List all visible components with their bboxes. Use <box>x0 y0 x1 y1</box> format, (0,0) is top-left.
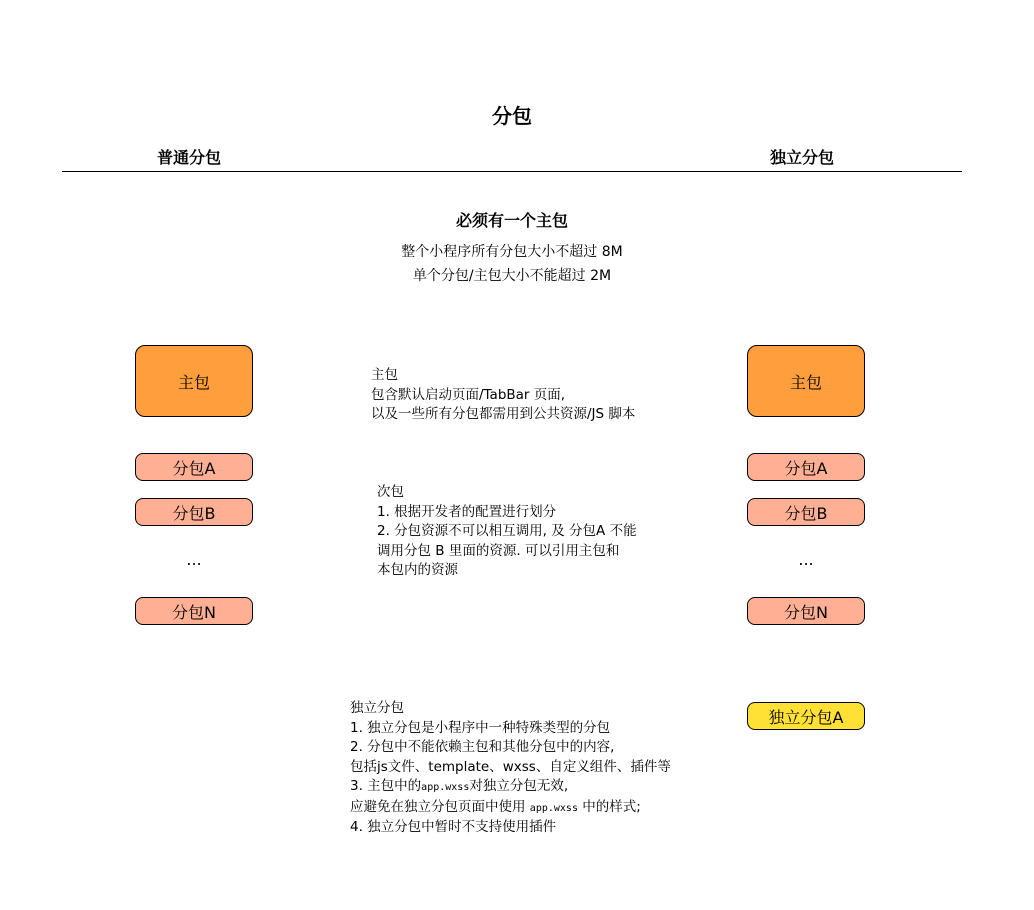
left-subpackage-a-label: 分包A <box>172 458 216 478</box>
left-subpackage-a-box <box>135 453 253 481</box>
sub-desc-line: 本包内的资源 <box>377 562 458 578</box>
independent-subpackage-a-label: 独立分包A <box>768 707 844 727</box>
right-main-package-label: 主包 <box>789 372 822 392</box>
indep-desc-line: 1. 独立分包是小程序中一种特殊类型的分包 <box>350 719 611 736</box>
single-size-limit: 单个分包/主包大小不能超过 2M <box>412 268 612 284</box>
right-subpackage-n-box <box>747 597 865 625</box>
right-subpackage-b-label: 分包B <box>784 503 828 523</box>
app-wxss-code: app.wxss <box>421 782 470 793</box>
left-main-package-box <box>135 345 253 417</box>
right-ellipsis: ... <box>798 550 814 569</box>
right-subpackage-a-label: 分包A <box>784 458 828 478</box>
main-desc-line: 包含默认启动页面/TabBar 页面, <box>371 386 566 403</box>
indep-desc-line5-prefix: 应避免在独立分包页面中使用 <box>350 798 530 815</box>
left-column-heading: 普通分包 <box>156 148 221 167</box>
left-subpackage-b-box <box>135 498 253 526</box>
indep-desc-line <box>350 798 671 819</box>
sub-desc-line: 2. 分包资源不可以相互调用, 及 分包A 不能 <box>377 523 637 539</box>
page-title: 分包 <box>492 104 532 128</box>
indep-desc-line4-suffix: 对独立分包无效, <box>469 778 569 794</box>
indep-desc-line: 4. 独立分包中暂时不支持使用插件 <box>350 819 557 835</box>
indep-desc-line <box>350 777 671 798</box>
left-ellipsis: ... <box>186 550 202 569</box>
left-subpackage-n-box <box>135 597 253 625</box>
indep-desc-line: 2. 分包中不能依赖主包和其他分包中的内容, <box>350 739 615 755</box>
left-subpackage-n-label: 分包N <box>172 602 216 622</box>
indep-desc-line: 包括js文件、template、wxss、自定义组件、插件等 <box>350 758 671 775</box>
independent-subpackage-a-box <box>747 702 865 730</box>
independent-subpackage-description <box>350 699 671 838</box>
main-package-description <box>371 366 635 425</box>
left-subpackage-b-label: 分包B <box>172 503 216 523</box>
main-desc-line: 以及一些所有分包都需用到公共资源/JS 脚本 <box>371 406 636 422</box>
sub-desc-line: 调用分包 B 里面的资源. 可以引用主包和 <box>377 542 620 559</box>
main-package-requirement: 必须有一个主包 <box>455 211 568 230</box>
indep-desc-line5-suffix: 中的样式; <box>577 798 641 815</box>
right-column-heading: 独立分包 <box>769 148 834 167</box>
sub-desc-line: 1. 根据开发者的配置进行划分 <box>377 503 557 520</box>
right-main-package-box <box>747 345 865 417</box>
right-subpackage-a-box <box>747 453 865 481</box>
right-subpackage-b-box <box>747 498 865 526</box>
header-divider <box>62 171 962 172</box>
main-desc-title: 主包 <box>371 367 398 383</box>
subpackage-description <box>377 483 637 581</box>
indep-desc-line4-prefix: 3. 主包中的 <box>350 778 422 794</box>
app-wxss-code: app.wxss <box>529 802 578 814</box>
left-main-package-label: 主包 <box>177 372 210 392</box>
indep-desc-title: 独立分包 <box>350 700 404 716</box>
sub-desc-title: 次包 <box>377 484 404 500</box>
right-subpackage-n-label: 分包N <box>784 602 828 622</box>
total-size-limit: 整个小程序所有分包大小不超过 8M <box>401 244 623 260</box>
